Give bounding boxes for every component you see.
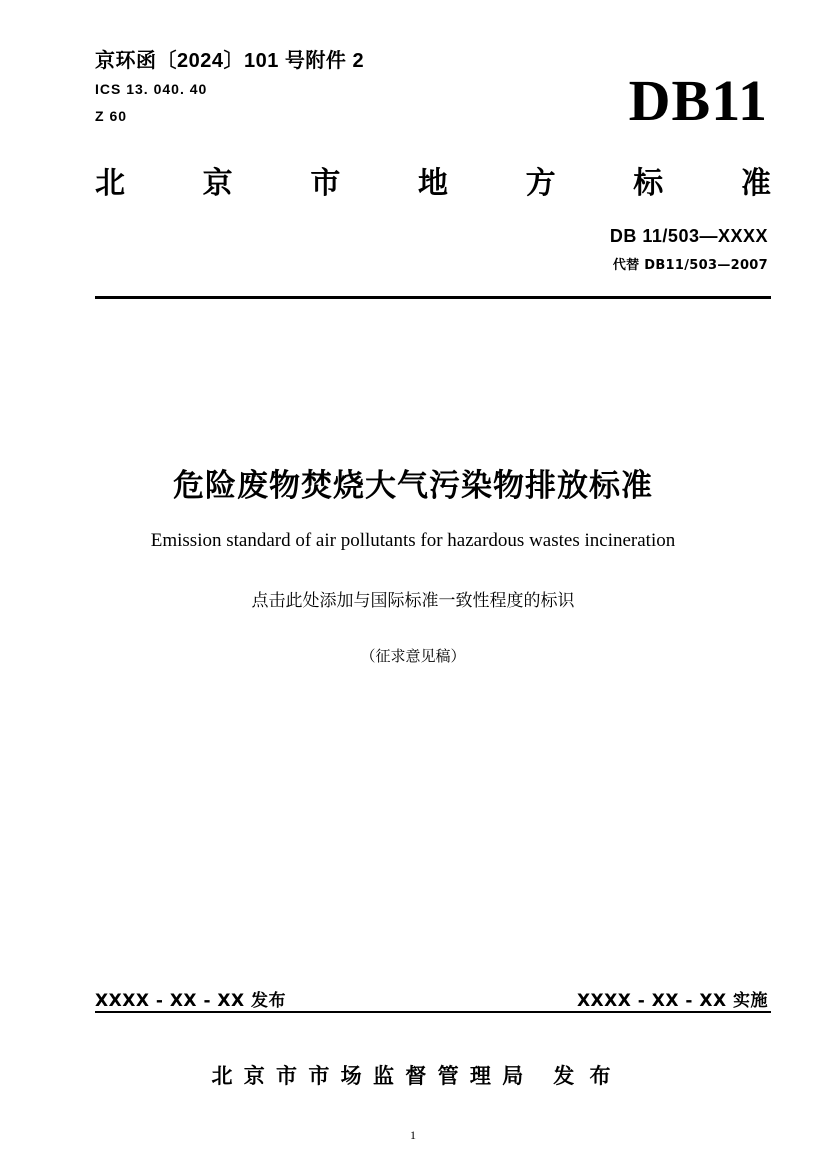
issue-date: XXXX - XX - XX 发布 xyxy=(95,991,287,1011)
province-title-char: 北 xyxy=(95,166,125,201)
province-title-char: 市 xyxy=(310,166,341,201)
issuing-authority xyxy=(0,1060,826,1090)
header-divider xyxy=(95,296,771,299)
province-title-char: 方 xyxy=(525,166,556,201)
province-standard-title xyxy=(95,158,771,202)
standard-replaces: 代替 DB11/503—2007 xyxy=(612,258,768,273)
province-title-char: 京 xyxy=(202,166,233,201)
standard-logo: DB11 xyxy=(628,68,768,133)
issuing-authority-verb: 发 布 xyxy=(553,1064,615,1088)
province-title-char: 标 xyxy=(633,166,664,201)
classification-code: Z 60 xyxy=(95,108,128,124)
document-reference-number: 京环函〔2024〕101 号附件 2 xyxy=(95,50,365,72)
effective-date: XXXX - XX - XX 实施 xyxy=(576,991,768,1011)
standard-number: DB 11/503—XXXX xyxy=(609,226,768,246)
issuing-authority-name: 北 京 市 市 场 监 督 管 理 局 xyxy=(211,1064,526,1088)
draft-status-label: （征求意见稿） xyxy=(360,647,466,665)
ics-code: ICS 13. 040. 40 xyxy=(95,81,208,97)
international-consistency-note: 点击此处添加与国际标准一致性程度的标识 xyxy=(251,591,575,611)
province-title-char: 地 xyxy=(417,166,448,201)
page-number: 1 xyxy=(410,1128,416,1142)
footer-divider xyxy=(95,1011,771,1013)
page-title: 危险废物焚烧大气污染物排放标准 xyxy=(173,468,653,504)
page-title-english: Emission standard of air pollutants for hazardous wastes incineration xyxy=(150,530,676,551)
province-title-char: 准 xyxy=(740,166,771,201)
